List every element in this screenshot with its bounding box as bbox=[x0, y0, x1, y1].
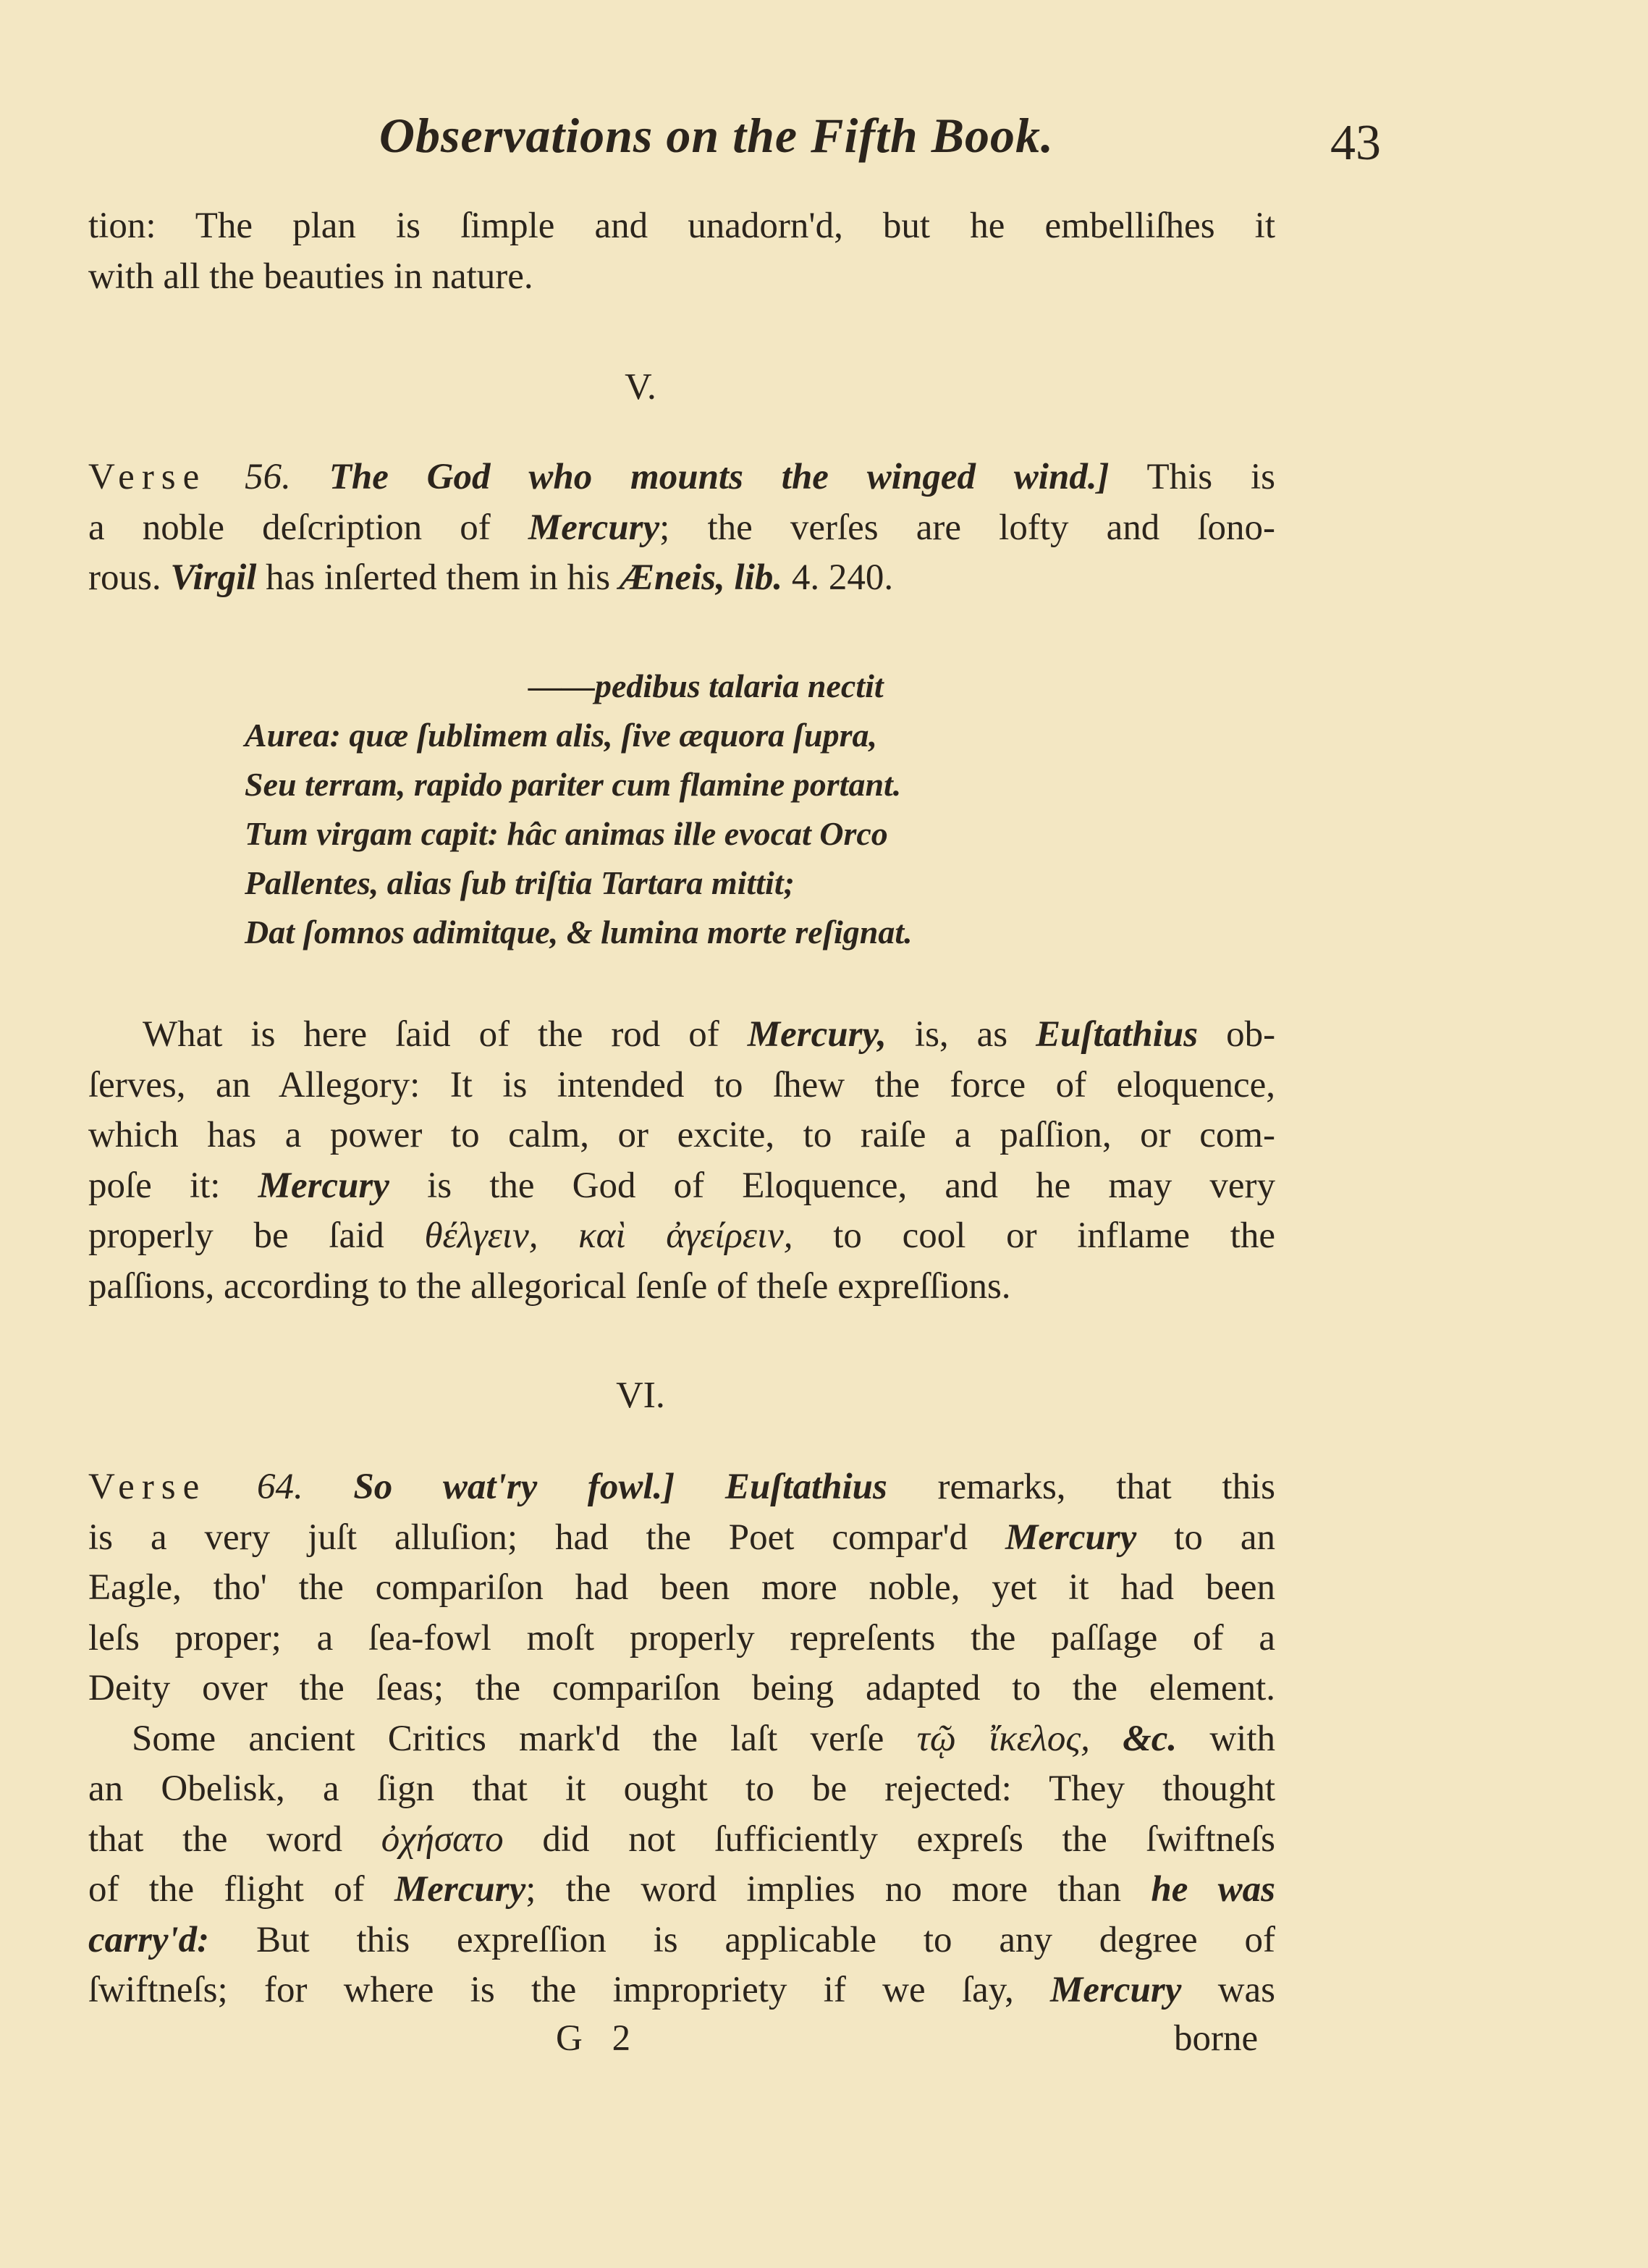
quote-line-3: Seu terram, rapido pariter cum flamine portant. bbox=[245, 766, 902, 803]
verse-lemma: The God who mounts the winged wind.] bbox=[329, 457, 1110, 497]
allegory-line-2: ſerves, an Allegory: It is intended to ſhew the force of eloquence, bbox=[88, 1064, 1275, 1105]
allegory-line-4: poſe it: Mercury is the God of Eloquence, and he may very bbox=[88, 1165, 1275, 1206]
latin-quotation bbox=[245, 662, 1113, 957]
section-vi-line-5: Deity over the ſeas; the compariſon being adapted to the element. bbox=[88, 1668, 1275, 1708]
section-vi-line-4: leſs proper; a ſea-fowl moſt properly repreſents the paſſage of a bbox=[88, 1617, 1275, 1658]
section-vi-line-10: carry'd: But this expreſſion is applicable to any degree of bbox=[88, 1919, 1276, 1960]
section-v-line-3: rous. Virgil has inſerted them in his Æneis, lib. 4. 240. bbox=[88, 557, 894, 598]
allegory-line-5: properly be ſaid θέλγειν, καὶ ἀγείρειν, to cool or inflame the bbox=[88, 1215, 1276, 1256]
allegory-line-6: paſſions, according to the allegorical ſenſe of theſe expreſſions. bbox=[88, 1265, 1011, 1307]
section-vi-line-1: Verse 64. So wat'ry fowl.] Euſtathius remarks, that this bbox=[88, 1467, 1276, 1507]
quote-line-6: Dat ſomnos adimitque, & lumina morte reſignat. bbox=[245, 914, 913, 950]
section-vi-line-8: that the word ὀχήσατο did not ſufficiently expreſs the ſwiftneſs bbox=[88, 1818, 1276, 1860]
section-vi-line-2: is a very juſt alluſion; had the Poet compar'd Mercury to an bbox=[88, 1517, 1276, 1558]
section-v-line-2: a noble deſcription of Mercury; the verſes are lofty and ſono- bbox=[88, 507, 1275, 548]
verse-number: 56. bbox=[245, 457, 291, 497]
allegory-line-3: which has a power to calm, or excite, to raiſe a paſſion, or com- bbox=[88, 1115, 1275, 1155]
quote-line-1: ——pedibus talaria nectit bbox=[528, 667, 884, 704]
quote-line-4: Tum virgam capit: hâc animas ille evocat Orco bbox=[245, 815, 888, 852]
running-head-title: Observations on the Fifth Book. bbox=[379, 108, 1055, 163]
verse-label: Verse bbox=[88, 457, 207, 497]
section-vi-line-9: of the flight of Mercury; the word implies no more than he was bbox=[88, 1869, 1276, 1910]
section-vi-line-3: Eagle, tho' the compariſon had been more noble, yet it had been bbox=[88, 1567, 1275, 1608]
intro-line-2: with all the beauties in nature. bbox=[88, 256, 533, 297]
section-v-paragraph bbox=[88, 452, 1275, 604]
greek-text: θέλγειν, καὶ ἀγείρειν, bbox=[424, 1215, 793, 1256]
allegory-paragraph bbox=[88, 1010, 1275, 1312]
work-reference: Æneis, lib. bbox=[619, 557, 783, 598]
catchword: borne bbox=[1174, 2018, 1259, 2059]
section-number-vi: VI. bbox=[616, 1375, 665, 1416]
quote-line-2: Aurea: quæ ſublimem alis, ſive æquora ſupra, bbox=[245, 717, 878, 754]
section-vi-paragraph bbox=[88, 1462, 1275, 2016]
section-v-line-1: Verse 56. The God who mounts the winged wind.] This is bbox=[88, 457, 1275, 497]
signature-mark: G 2 bbox=[556, 2018, 641, 2059]
quote-line-5: Pallentes, alias ſub triſtia Tartara mittit; bbox=[245, 864, 795, 901]
section-vi-line-11: ſwiftneſs; for where is the impropriety if we ſay, Mercury was bbox=[88, 1970, 1276, 2010]
name-mercury: Mercury bbox=[528, 507, 660, 548]
name-virgil: Virgil bbox=[170, 557, 257, 598]
section-number-v: V. bbox=[625, 366, 656, 408]
allegory-line-1: What is here ſaid of the rod of Mercury, is, as Euſtathius ob- bbox=[143, 1014, 1276, 1055]
page-number: 43 bbox=[1330, 115, 1381, 171]
intro-paragraph bbox=[88, 201, 1275, 302]
greek-text: τῷ ἴκελος, bbox=[916, 1718, 1090, 1759]
section-vi-line-7: an Obelisk, a ſign that it ought to be rejected: They thought bbox=[88, 1769, 1275, 1809]
intro-line-1: tion: The plan is ſimple and unadorn'd, but he embelliſhes it bbox=[88, 206, 1275, 246]
greek-text: ὀχήσατο bbox=[381, 1818, 504, 1860]
section-vi-line-6: Some ancient Critics mark'd the laſt verſe τῷ ἴκελος, &c. with bbox=[132, 1718, 1276, 1759]
